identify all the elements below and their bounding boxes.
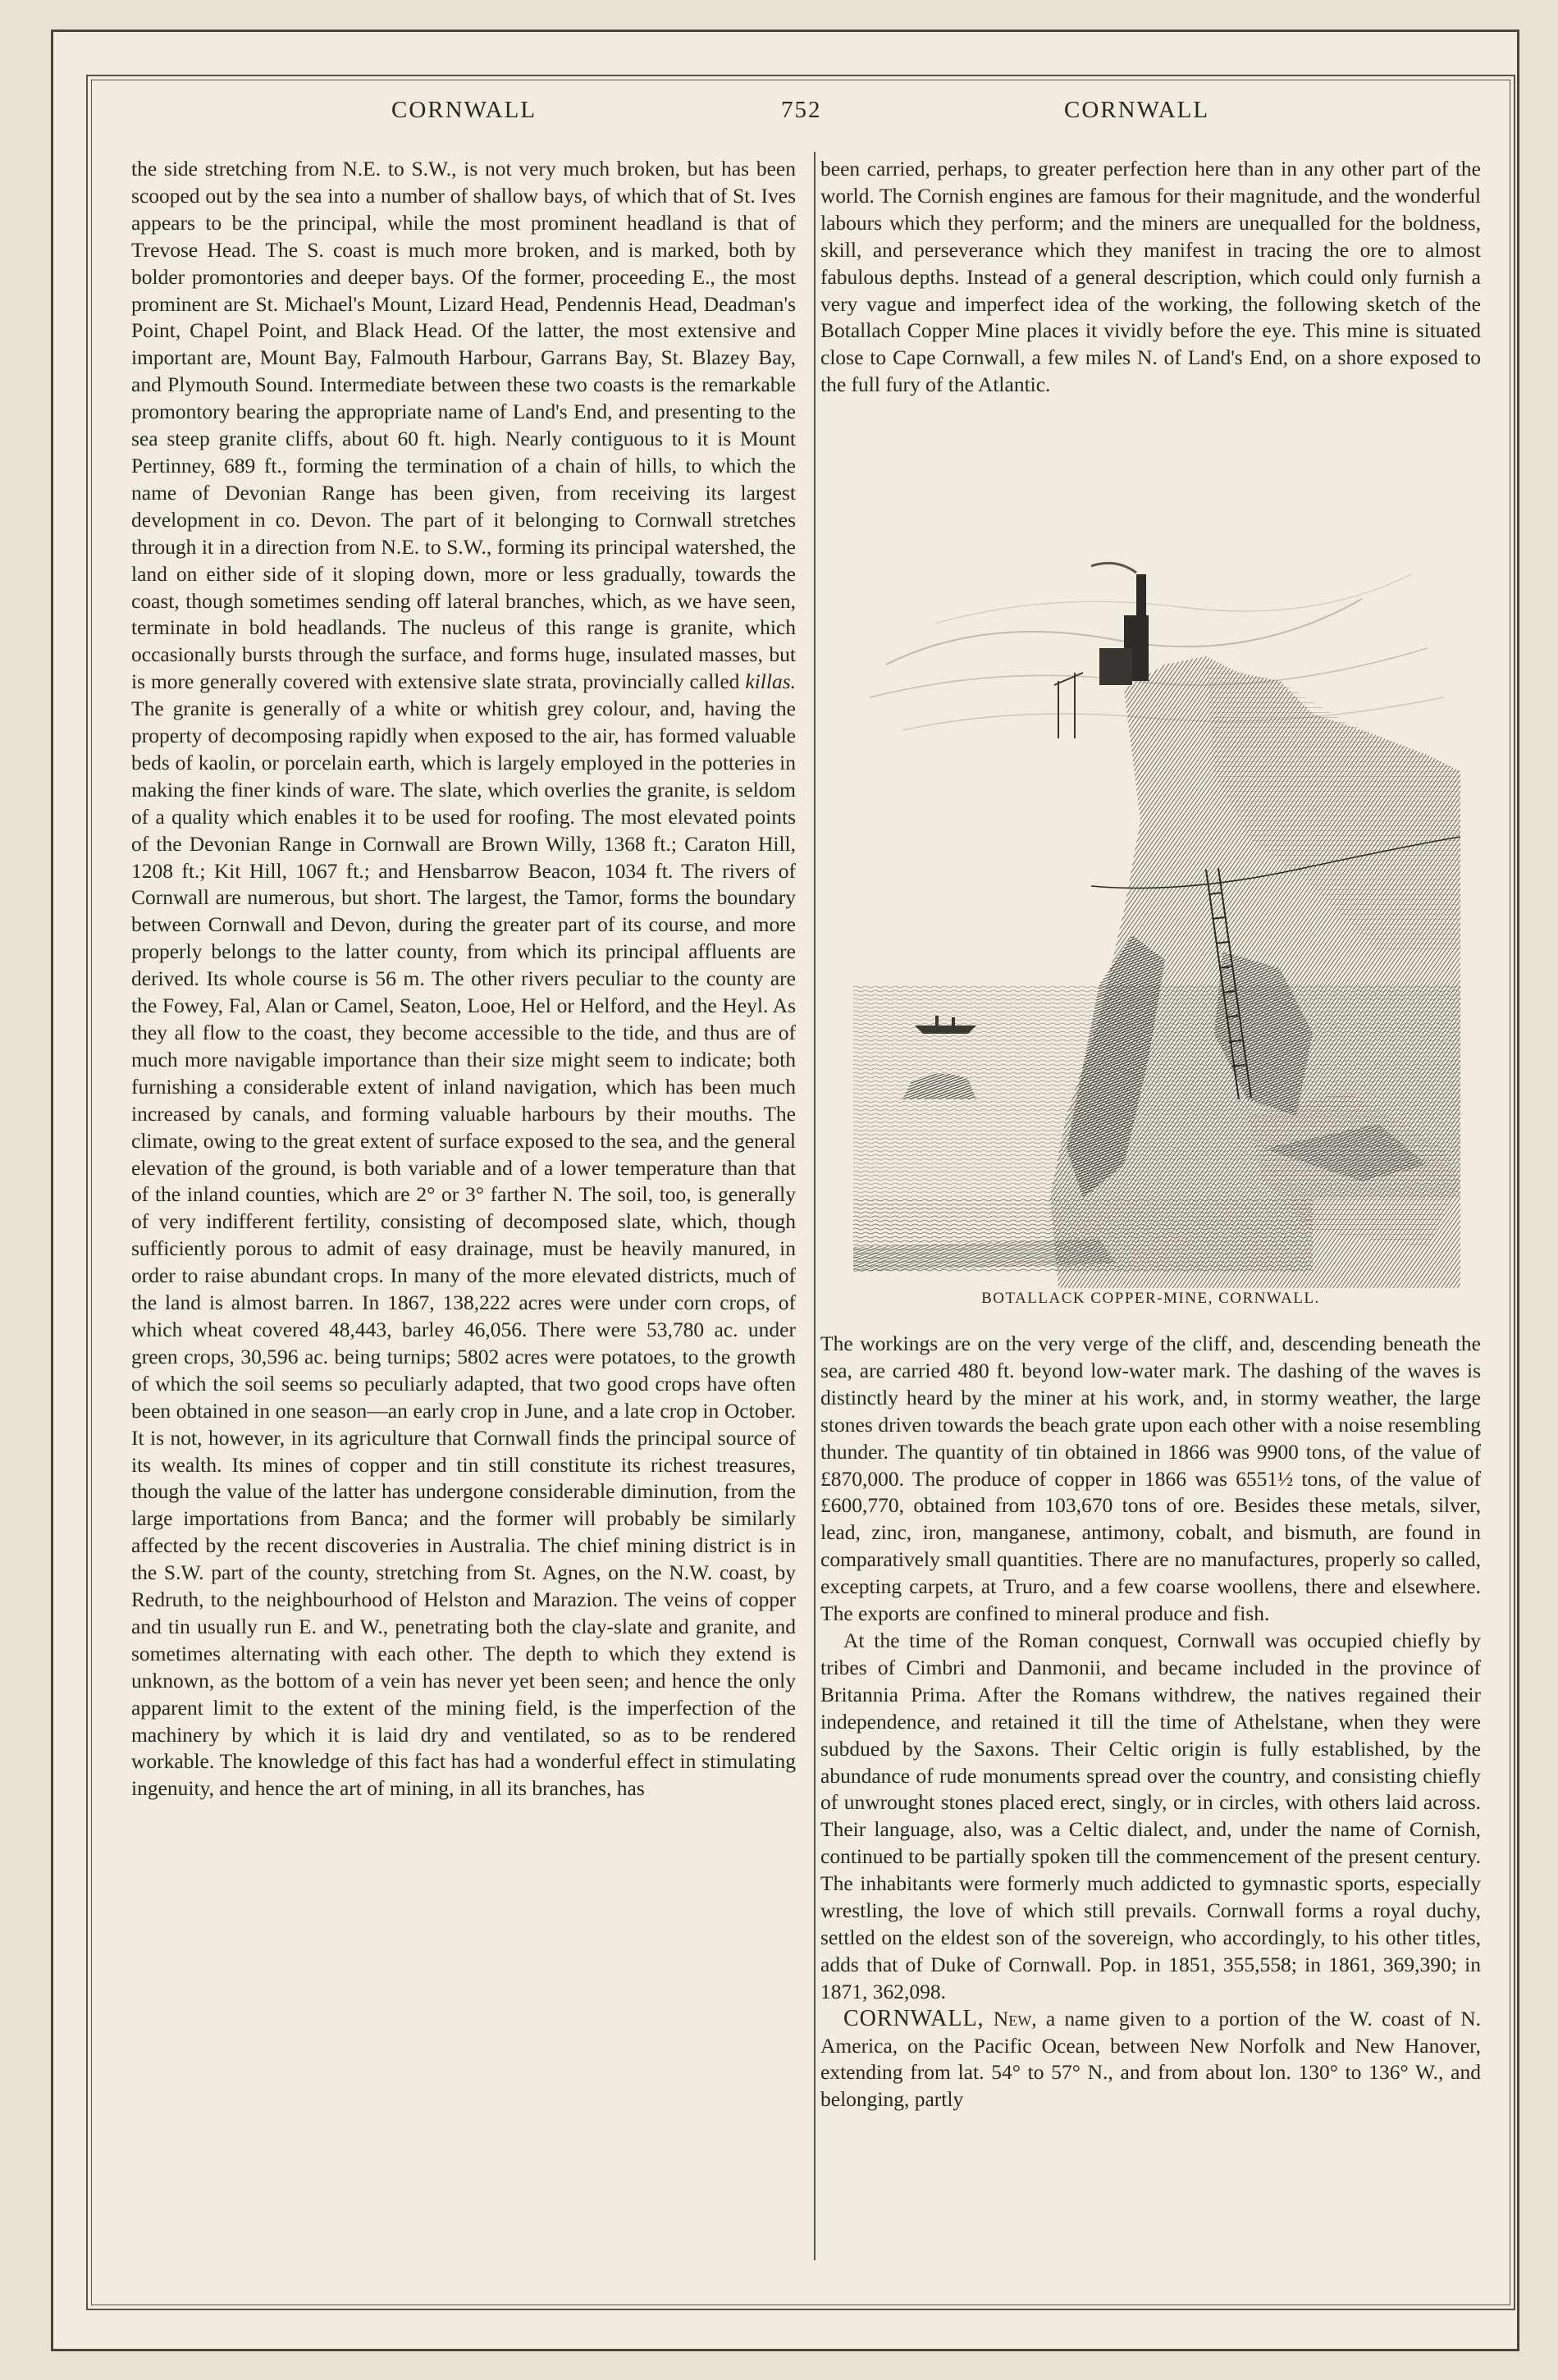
header-right-title: CORNWALL [1064, 97, 1210, 123]
header-left-title: CORNWALL [391, 97, 537, 123]
left-text-b: The granite is generally of a white or whitish grey colour, and, having the property of decomposing rapidly when exposed to the air, has formed valuable beds of kaolin, or porcelain earth, which is largely employed in the potteries in making the finer kinds of ware. The slate, which overlies the granite, is seldom of a quality which enables it to be used for roofing. The most elevated points of the Devonian Range in Cornwall are Brown Willy, 1368 ft.; Caraton Hill, 1208 ft.; Kit Hill, 1067 ft.; and Hensbarrow Beacon, 1034 ft. The rivers of Cornwall are numerous, but short. The largest, the Tamor, forms the boundary between Cornwall and Devon, during the greater part of its course, and more properly belongs to the latter county, from which its principal affluents are derived. Its whole course is 56 m. The other rivers peculiar to the county are the Fowey, Fal, Alan or Camel, Seaton, Looe, Hel or Helford, and the Heyl. As they all flow to the coast, they become accessible to the tide, and thus are of much more navigable importance than their size might seem to indicate; both furnishing a considerable extent of inland navigation, which has been much increased by canals, and forming valuable harbours by their mouths. The climate, owing to the great extent of surface exposed to the sea, and the general elevation of the ground, is both variable and of a lower temperature than that of the inland counties, which are 2° or 3° farther N. The soil, too, is generally of very indifferent fertility, consisting of decomposed slate, which, though sufficiently porous to admit of easy drainage, must be heavily manured, in order to raise abundant crops. In many of the more elevated districts, much of the land is almost barren. In 1867, 138,222 acres were under corn crops, of which wheat covered 48,443, barley 46,056. There were 53,780 ac. under green crops, 30,596 ac. being turnips; 5802 acres were potatoes, to the growth of which the soil seems so peculiarly adapted, that two good crops have often been obtained in one season—an early crop in June, and a late crop in October. It is not, however, in its agriculture that Cornwall finds the principal source of its wealth. Its mines of copper and tin still constitute its richest treasures, though the value of the latter has undergone considerable diminution, from the large importations from Banca; and the former will probably be similarly affected by the recent discoveries in Australia. The chief mining district is in the S.W. part of the county, stretching from St. Agnes, on the N.W. coast, by Redruth, to the neighbourhood of Helston and Marazion. The veins of copper and tin usually run E. and W., penetrating both the clay-slate and granite, and sometimes alternating with each other. The depth to which they extend is unknown, as the bottom of a vein has never yet been seen; and hence the only apparent limit to the extent of the mining field, is the imperfection of the machinery by which it is laid dry and ventilated, so as to be rendered workable. The knowledge of this fact has had a wonderful effect in stimulating ingenuity, and hence the art of mining, in all its branches, has [131, 697, 797, 1801]
entry-heading: CORNWALL, [843, 2005, 985, 2031]
entry-subheading: New, [993, 2006, 1037, 2031]
figure-caption: BOTALLACK COPPER-MINE, CORNWALL. [981, 1290, 1320, 1307]
entry-text: a name given to a portion of the W. coast of N. America, on the Pacific Ocean, between New Norfolk and New Hanover, extending from lat. 54° to 57° N., and from about lon. 130° to 136° W., and belonging, partly [820, 2006, 1482, 2112]
column-divider [814, 152, 816, 2260]
left-italic-term: killas. [745, 669, 796, 694]
right-column-top [820, 156, 1481, 399]
left-text-a: the side stretching from N.E. to S.W., is not very much broken, but has been scooped out by the sea into a number of shallow bays, of which that of St. Ives appears to be the principal, while the most prominent headland is that of Trevose Head. The S. coast is much more broken, and is marked, both by bolder promontories and deeper bays. Of the former, proceeding E., the most prominent are St. Michael's Mount, Lizard Head, Pendennis Head, Deadman's Point, Chapel Point, and Black Head. Of the latter, the most extensive and important are, Mount Bay, Falmouth Harbour, Garrans Bay, St. Blazey Bay, and Plymouth Sound. Intermediate between these two coasts is the remarkable promontory bearing the appropriate name of Land's End, and presenting to the sea steep granite cliffs, about 60 ft. high. Nearly contiguous to it is Mount Pertinney, 689 ft., forming the termination of a chain of hills, to which the name of Devonian Range has been given, from receiving its largest development in co. Devon. The part of it belonging to Cornwall stretches through it in a direction from N.E. to S.W., forming its principal watershed, the land on either side of it sloping down, more or less gradually, towards the coast, though sometimes sending off lateral branches, which, as we have seen, terminate in bold headlands. The nucleus of this range is granite, which occasionally bursts through the surface, and forms huge, insulated masses, but is more generally covered with extensive slate strata, provincially called [131, 157, 796, 694]
botallack-mine-illustration [853, 525, 1460, 1288]
right-top-paragraph: been carried, perhaps, to greater perfection here than in any other part of the world. The Cornish engines are famous for their magnitude, and the wonderful labours which they perform; and the miners are unequalled for the boldness, skill, and perseverance which they manifest in tracing the ore to almost fabulous depths. Instead of a general description, which could only furnish a very vague and imperfect idea of the working, the following sketch of the Botallach Copper Mine places it vividly before the eye. This mine is situated close to Cape Cornwall, a few miles N. of Land's End, on a shore exposed to the full fury of the Atlantic. [820, 157, 1481, 397]
right-paragraph-1: The workings are on the very verge of the cliff, and, descending beneath the sea, are carried 480 ft. beyond low-water mark. The dashing of the waves is distinctly heard by the miner at his work, and, in stormy weather, the large stones driven towards the beach grate upon each other with a noise resembling thunder. The quantity of tin obtained in 1866 was 9900 tons, of the value of £870,000. The produce of copper in 1866 was 6551½ tons, of the value of £600,770, obtained from 103,670 tons of ore. Besides these metals, silver, lead, zinc, iron, manganese, antimony, cobalt, and bismuth, are found in comparatively small quantities. There are no manufactures, properly so called, excepting carpets, at Truro, and a few coarse woollens, there and elsewhere. The exports are confined to mineral produce and fish. [820, 1332, 1481, 1626]
running-header [75, 97, 1487, 133]
page-number: 752 [781, 97, 822, 123]
left-column [131, 156, 796, 1802]
right-paragraph-2: At the time of the Roman conquest, Cornwall was occupied chiefly by tribes of Cimbri and Danmonii, and became included in the province of Britannia Prima. After the Romans withdrew, the natives regained their independence, and retained it till the time of Athelstane, when they were subdued by the Saxons. Their Celtic origin is fully established, by the abundance of rude monuments spread over the country, and consisting chiefly of unwrought stones placed erect, singly, or in circles, with others laid across. Their language, also, was a Celtic dialect, and, under the name of Cornish, continued to be partially spoken till the commencement of the present century. The inhabitants were formerly much addicted to gymnastic sports, especially wrestling, the love of which still prevails. Cornwall forms a royal duchy, settled on the eldest son of the sovereign, who accordingly, to his other titles, adds that of Duke of Cornwall. Pop. in 1851, 355,558; in 1861, 369,390; in 1871, 362,098. [820, 1628, 1481, 2003]
right-column-bottom [820, 1331, 1481, 2113]
left-paragraph [131, 156, 796, 1802]
right-paragraph-3 [820, 2006, 1481, 2114]
